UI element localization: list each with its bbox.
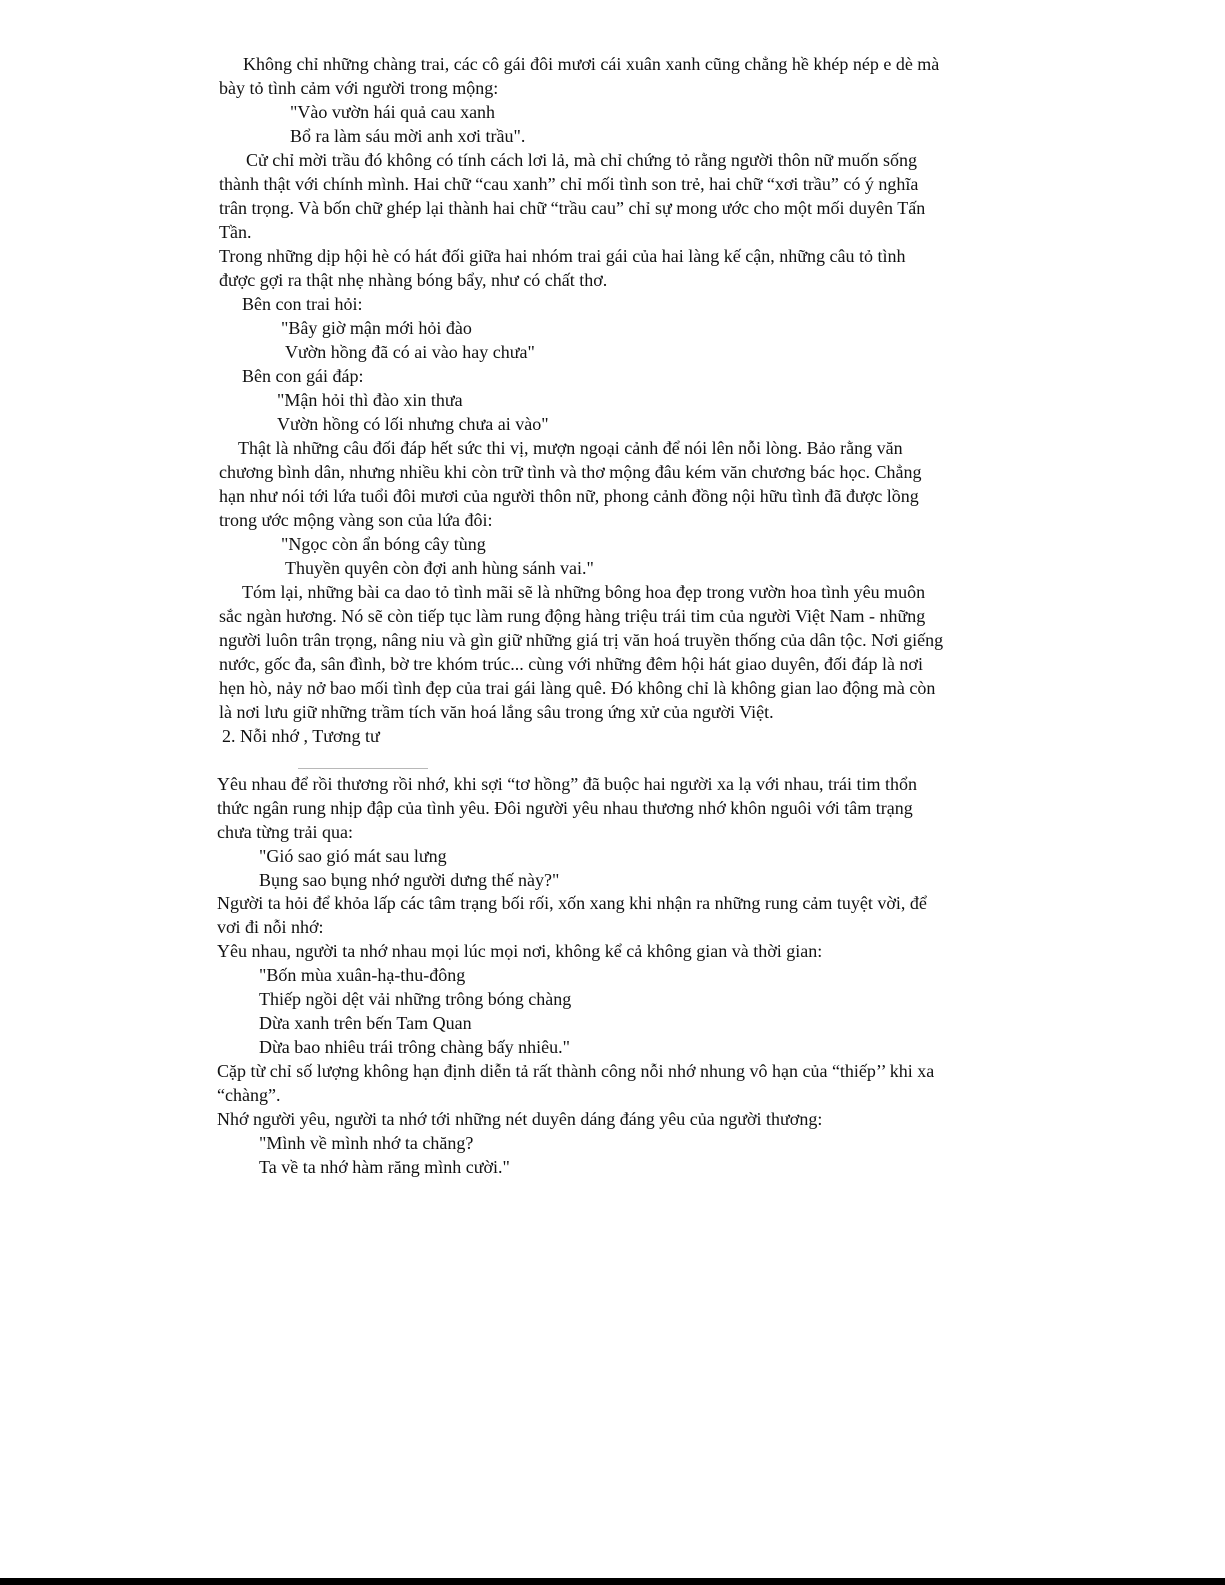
poem-line: "Ngọc còn ẩn bóng cây tùng bbox=[281, 534, 486, 554]
poem-line: Vườn hồng có lối nhưng chưa ai vào" bbox=[277, 414, 549, 434]
divider bbox=[298, 768, 428, 769]
text-line: Bên con gái đáp: bbox=[242, 366, 364, 386]
text-line: người luôn trân trọng, nâng niu và gìn giữ những giá trị văn hoá truyền thống của dân tộc. Nơi giếng bbox=[219, 630, 944, 650]
text-line: Cử chỉ mời trầu đó không có tính cách lơi lả, mà chỉ chứng tỏ rằng người thôn nữ muốn sống bbox=[246, 150, 917, 170]
poem-line: Ta về ta nhớ hàm răng mình cười." bbox=[259, 1157, 510, 1177]
poem-line: "Bây giờ mận mới hỏi đào bbox=[281, 318, 472, 338]
poem-line: Thiếp ngồi dệt vải những trông bóng chàng bbox=[259, 989, 572, 1009]
text-line: Thật là những câu đối đáp hết sức thi vị, mượn ngoại cảnh để nói lên nỗi lòng. Bảo rằng văn bbox=[238, 438, 903, 458]
poem-line: Bụng sao bụng nhớ người dưng thế này?" bbox=[259, 870, 560, 890]
text-line: Người ta hỏi để khỏa lấp các tâm trạng bối rối, xốn xang khi nhận ra những rung cảm tuyệt vời, để bbox=[217, 893, 927, 913]
text-line: Tần. bbox=[219, 222, 252, 242]
text-line: thành thật với chính mình. Hai chữ “cau xanh” chỉ mối tình son trẻ, hai chữ “xơi trầu” có ý nghĩa bbox=[219, 174, 919, 194]
poem-line: Dừa xanh trên bến Tam Quan bbox=[259, 1013, 472, 1033]
poem-line: Bổ ra làm sáu mời anh xơi trầu". bbox=[290, 126, 526, 146]
text-line: Yêu nhau để rồi thương rồi nhớ, khi sợi “tơ hồng” đã buộc hai người xa lạ với nhau, trái tim thổn bbox=[217, 774, 917, 794]
poem-line: Dừa bao nhiêu trái trông chàng bấy nhiêu." bbox=[259, 1037, 571, 1057]
text-line: hẹn hò, nảy nở bao mối tình đẹp của trai gái làng quê. Đó không chỉ là không gian lao động mà còn bbox=[219, 678, 936, 698]
text-line: Yêu nhau, người ta nhớ nhau mọi lúc mọi nơi, không kể cả không gian và thời gian: bbox=[217, 941, 823, 961]
text-line: là nơi lưu giữ những trầm tích văn hoá lắng sâu trong ứng xử của người Việt. bbox=[219, 702, 774, 722]
text-line: bày tỏ tình cảm với người trong mộng: bbox=[219, 78, 499, 98]
text-line: Bên con trai hỏi: bbox=[242, 294, 363, 314]
section-heading: 2. Nỗi nhớ , Tương tư bbox=[222, 726, 380, 746]
text-line: vơi đi nỗi nhớ: bbox=[217, 917, 324, 937]
poem-line: "Bốn mùa xuân-hạ-thu-đông bbox=[259, 965, 466, 985]
text-line: Trong những dịp hội hè có hát đối giữa hai nhóm trai gái của hai làng kế cận, những câu tỏ tình bbox=[219, 246, 906, 266]
poem-line: "Mận hỏi thì đào xin thưa bbox=[277, 390, 463, 410]
text-line: trong ước mộng vàng son của lứa đôi: bbox=[219, 510, 493, 530]
text-line: Tóm lại, những bài ca dao tỏ tình mãi sẽ là những bông hoa đẹp trong vườn hoa tình yêu muôn bbox=[242, 582, 926, 602]
text-line: Nhớ người yêu, người ta nhớ tới những nét duyên dáng đáng yêu của người thương: bbox=[217, 1109, 823, 1129]
text-line: Cặp từ chỉ số lượng không hạn định diễn tả rất thành công nỗi nhớ nhung vô hạn của “thiếp’’ khi xa bbox=[217, 1061, 935, 1081]
poem-line: "Gió sao gió mát sau lưng bbox=[259, 846, 447, 866]
text-line: sắc ngàn hương. Nó sẽ còn tiếp tục làm rung động hàng triệu trái tim của người Việt Nam - những bbox=[219, 606, 926, 626]
poem-line: "Vào vườn hái quả cau xanh bbox=[290, 102, 496, 122]
page-bottom-edge bbox=[0, 1578, 1225, 1585]
text-line: chưa từng trải qua: bbox=[217, 822, 353, 842]
text-line: Không chỉ những chàng trai, các cô gái đôi mươi cái xuân xanh cũng chẳng hề khép nép e dè mà bbox=[243, 54, 940, 74]
text-line: “chàng”. bbox=[217, 1085, 281, 1105]
text-line: nước, gốc đa, sân đình, bờ tre khóm trúc... cùng với những đêm hội hát giao duyên, đối đáp là nơi bbox=[219, 654, 923, 674]
text-line: trân trọng. Và bốn chữ ghép lại thành hai chữ “trầu cau” chỉ sự mong ước cho một mối duyên Tấn bbox=[219, 198, 926, 218]
text-line: hạn như nói tới lứa tuổi đôi mươi của người thôn nữ, phong cảnh đồng nội hữu tình đã được lồng bbox=[219, 486, 919, 506]
text-line: chương bình dân, nhưng nhiều khi còn trữ tình và thơ mộng đâu kém văn chương bác học. Chẳng bbox=[219, 462, 922, 482]
poem-line: "Mình về mình nhớ ta chăng? bbox=[259, 1133, 474, 1153]
text-line: được gợi ra thật nhẹ nhàng bóng bẩy, như có chất thơ. bbox=[219, 270, 608, 290]
poem-line: Vườn hồng đã có ai vào hay chưa" bbox=[285, 342, 535, 362]
poem-line: Thuyền quyên còn đợi anh hùng sánh vai." bbox=[285, 558, 594, 578]
text-line: thức ngân rung nhịp đập của tình yêu. Đôi người yêu nhau thương nhớ khôn nguôi với tâm trạng bbox=[217, 798, 913, 818]
